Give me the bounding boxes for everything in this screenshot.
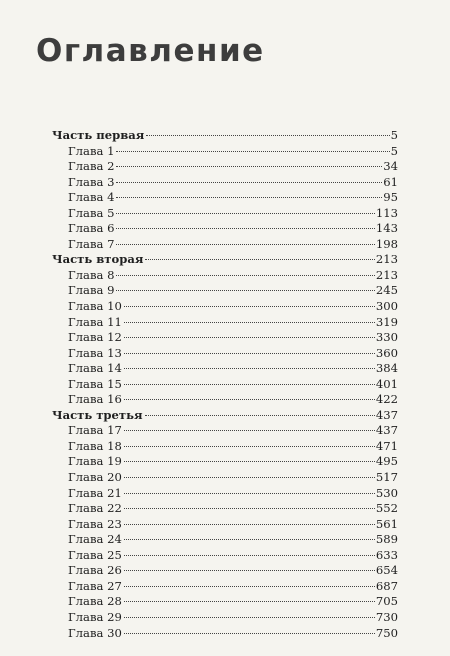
toc-entry-page-number: 401 [375, 376, 398, 391]
toc-entry-page-number: 245 [375, 283, 398, 298]
toc-entry-label: Глава 21 [68, 485, 122, 500]
toc-chapter-entry [52, 594, 398, 610]
toc-chapter-entry [52, 283, 398, 299]
toc-entry-label: Глава 10 [68, 299, 122, 314]
dot-leader [116, 151, 389, 152]
dot-leader [124, 430, 375, 431]
toc-entry-label: Глава 20 [68, 470, 122, 485]
dot-leader [124, 633, 375, 634]
dot-leader [124, 353, 375, 354]
toc-chapter-entry [52, 563, 398, 579]
toc-chapter-entry [52, 610, 398, 626]
dot-leader [124, 508, 375, 509]
toc-entry-label: Глава 1 [68, 143, 115, 158]
toc-entry-label: Глава 11 [68, 314, 122, 329]
toc-chapter-entry [52, 299, 398, 315]
toc-entry-label: Глава 23 [68, 516, 122, 531]
toc-entry-page-number: 384 [375, 361, 398, 376]
toc-chapter-entry [52, 377, 398, 393]
toc-entry-page-number: 113 [375, 205, 398, 220]
toc-chapter-entry [52, 190, 398, 206]
toc-entry-page-number: 422 [375, 392, 398, 407]
toc-entry-page-number: 750 [375, 625, 398, 640]
toc-entry-page-number: 198 [375, 236, 398, 251]
toc-entry-label: Глава 27 [68, 578, 122, 593]
toc-entry-label: Часть третья [52, 407, 143, 422]
toc-entry-page-number: 589 [375, 532, 398, 547]
toc-entry-page-number: 95 [383, 190, 398, 205]
toc-chapter-entry [52, 626, 398, 642]
toc-entry-page-number: 360 [375, 345, 398, 360]
toc-entry-label: Глава 16 [68, 392, 122, 407]
toc-entry-label: Глава 6 [68, 221, 115, 236]
dot-leader [124, 461, 375, 462]
toc-chapter-entry [52, 454, 398, 470]
toc-entry-label: Часть первая [52, 128, 145, 142]
toc-entry-label: Глава 12 [68, 330, 122, 345]
toc-entry-page-number: 330 [375, 330, 398, 345]
toc-chapter-entry [52, 501, 398, 517]
toc-chapter-entry [52, 237, 398, 253]
toc-entry-page-number: 517 [375, 470, 398, 485]
dot-leader [124, 337, 375, 338]
dot-leader [124, 570, 375, 571]
dot-leader [124, 306, 375, 307]
toc-part-entry [52, 252, 398, 268]
toc-entry-page-number: 561 [375, 516, 398, 531]
dot-leader [124, 322, 375, 323]
toc-entry-label: Часть вторая [52, 252, 144, 267]
toc-entry-page-number: 437 [375, 423, 398, 438]
toc-entry-label: Глава 3 [68, 174, 115, 189]
toc-entry-page-number: 471 [375, 438, 398, 453]
toc-part-entry [52, 408, 398, 424]
toc-chapter-entry [52, 206, 398, 222]
toc-entry-page-number: 5 [390, 128, 398, 142]
dot-leader [116, 290, 374, 291]
dot-leader [116, 244, 374, 245]
dot-leader [124, 586, 375, 587]
dot-leader [124, 368, 375, 369]
toc-chapter-entry [52, 175, 398, 191]
dot-leader [124, 617, 375, 618]
toc-entry-label: Глава 22 [68, 501, 122, 516]
toc-entry-page-number: 730 [375, 609, 398, 624]
toc-chapter-entry [52, 159, 398, 175]
toc-entry-page-number: 633 [375, 547, 398, 562]
toc-entry-label: Глава 4 [68, 190, 115, 205]
dot-leader [124, 399, 375, 400]
dot-leader [116, 213, 374, 214]
toc-entry-label: Глава 14 [68, 361, 122, 376]
toc-entry-page-number: 654 [375, 563, 398, 578]
toc-entry-page-number: 5 [390, 143, 398, 158]
toc-entry-label: Глава 25 [68, 547, 122, 562]
toc-entry-page-number: 687 [375, 578, 398, 593]
dot-leader [124, 601, 375, 602]
toc-entry-label: Глава 5 [68, 205, 115, 220]
dot-leader [116, 166, 382, 167]
toc-chapter-entry [52, 221, 398, 237]
toc-entry-page-number: 319 [375, 314, 398, 329]
toc-entry-page-number: 213 [375, 252, 398, 267]
dot-leader [124, 493, 375, 494]
toc-chapter-entry [52, 346, 398, 362]
dot-leader [116, 228, 374, 229]
toc-entry-label: Глава 9 [68, 283, 115, 298]
toc-entry-label: Глава 13 [68, 345, 122, 360]
toc-entry-page-number: 552 [375, 501, 398, 516]
toc-chapter-entry [52, 315, 398, 331]
toc-entry-page-number: 437 [375, 407, 398, 422]
toc-entry-page-number: 143 [375, 221, 398, 236]
toc-entry-page-number: 705 [375, 594, 398, 609]
dot-leader [124, 477, 375, 478]
dot-leader [145, 259, 374, 260]
toc-entry-label: Глава 2 [68, 159, 115, 174]
toc-chapter-entry [52, 144, 398, 160]
toc-chapter-entry [52, 548, 398, 564]
toc-entry-label: Глава 8 [68, 267, 115, 282]
toc-entry-label: Глава 15 [68, 376, 122, 391]
toc-entry-label: Глава 28 [68, 594, 122, 609]
dot-leader [116, 197, 382, 198]
toc-entry-page-number: 213 [375, 267, 398, 282]
dot-leader [116, 275, 374, 276]
toc-entry-label: Глава 24 [68, 532, 122, 547]
toc-entry-label: Глава 18 [68, 438, 122, 453]
toc-chapter-entry [52, 392, 398, 408]
toc-entry-page-number: 34 [383, 159, 398, 174]
toc-entry-page-number: 61 [383, 174, 398, 189]
toc-chapter-entry [52, 532, 398, 548]
toc-chapter-entry [52, 439, 398, 455]
dot-leader [124, 524, 375, 525]
toc-chapter-entry [52, 470, 398, 486]
toc-entry-page-number: 495 [375, 454, 398, 469]
toc-chapter-entry [52, 423, 398, 439]
toc-chapter-entry [52, 330, 398, 346]
toc-entry-label: Глава 7 [68, 236, 115, 251]
toc-chapter-entry [52, 517, 398, 533]
dot-leader [124, 384, 375, 385]
toc-part-entry [52, 128, 398, 144]
dot-leader [124, 446, 375, 447]
toc-entry-label: Глава 19 [68, 454, 122, 469]
toc-entry-label: Глава 26 [68, 563, 122, 578]
dot-leader [146, 135, 389, 136]
toc-entry-label: Глава 30 [68, 625, 122, 640]
dot-leader [124, 555, 375, 556]
dot-leader [124, 539, 375, 540]
toc-entry-page-number: 300 [375, 299, 398, 314]
page-title: Оглавление [36, 33, 265, 69]
toc-chapter-entry [52, 486, 398, 502]
toc-chapter-entry [52, 361, 398, 377]
toc-chapter-entry [52, 268, 398, 284]
dot-leader [145, 415, 375, 416]
toc-entry-page-number: 530 [375, 485, 398, 500]
dot-leader [116, 182, 382, 183]
toc-entry-label: Глава 29 [68, 609, 122, 624]
toc-chapter-entry [52, 579, 398, 595]
toc-entry-label: Глава 17 [68, 423, 122, 438]
table-of-contents [52, 128, 398, 641]
